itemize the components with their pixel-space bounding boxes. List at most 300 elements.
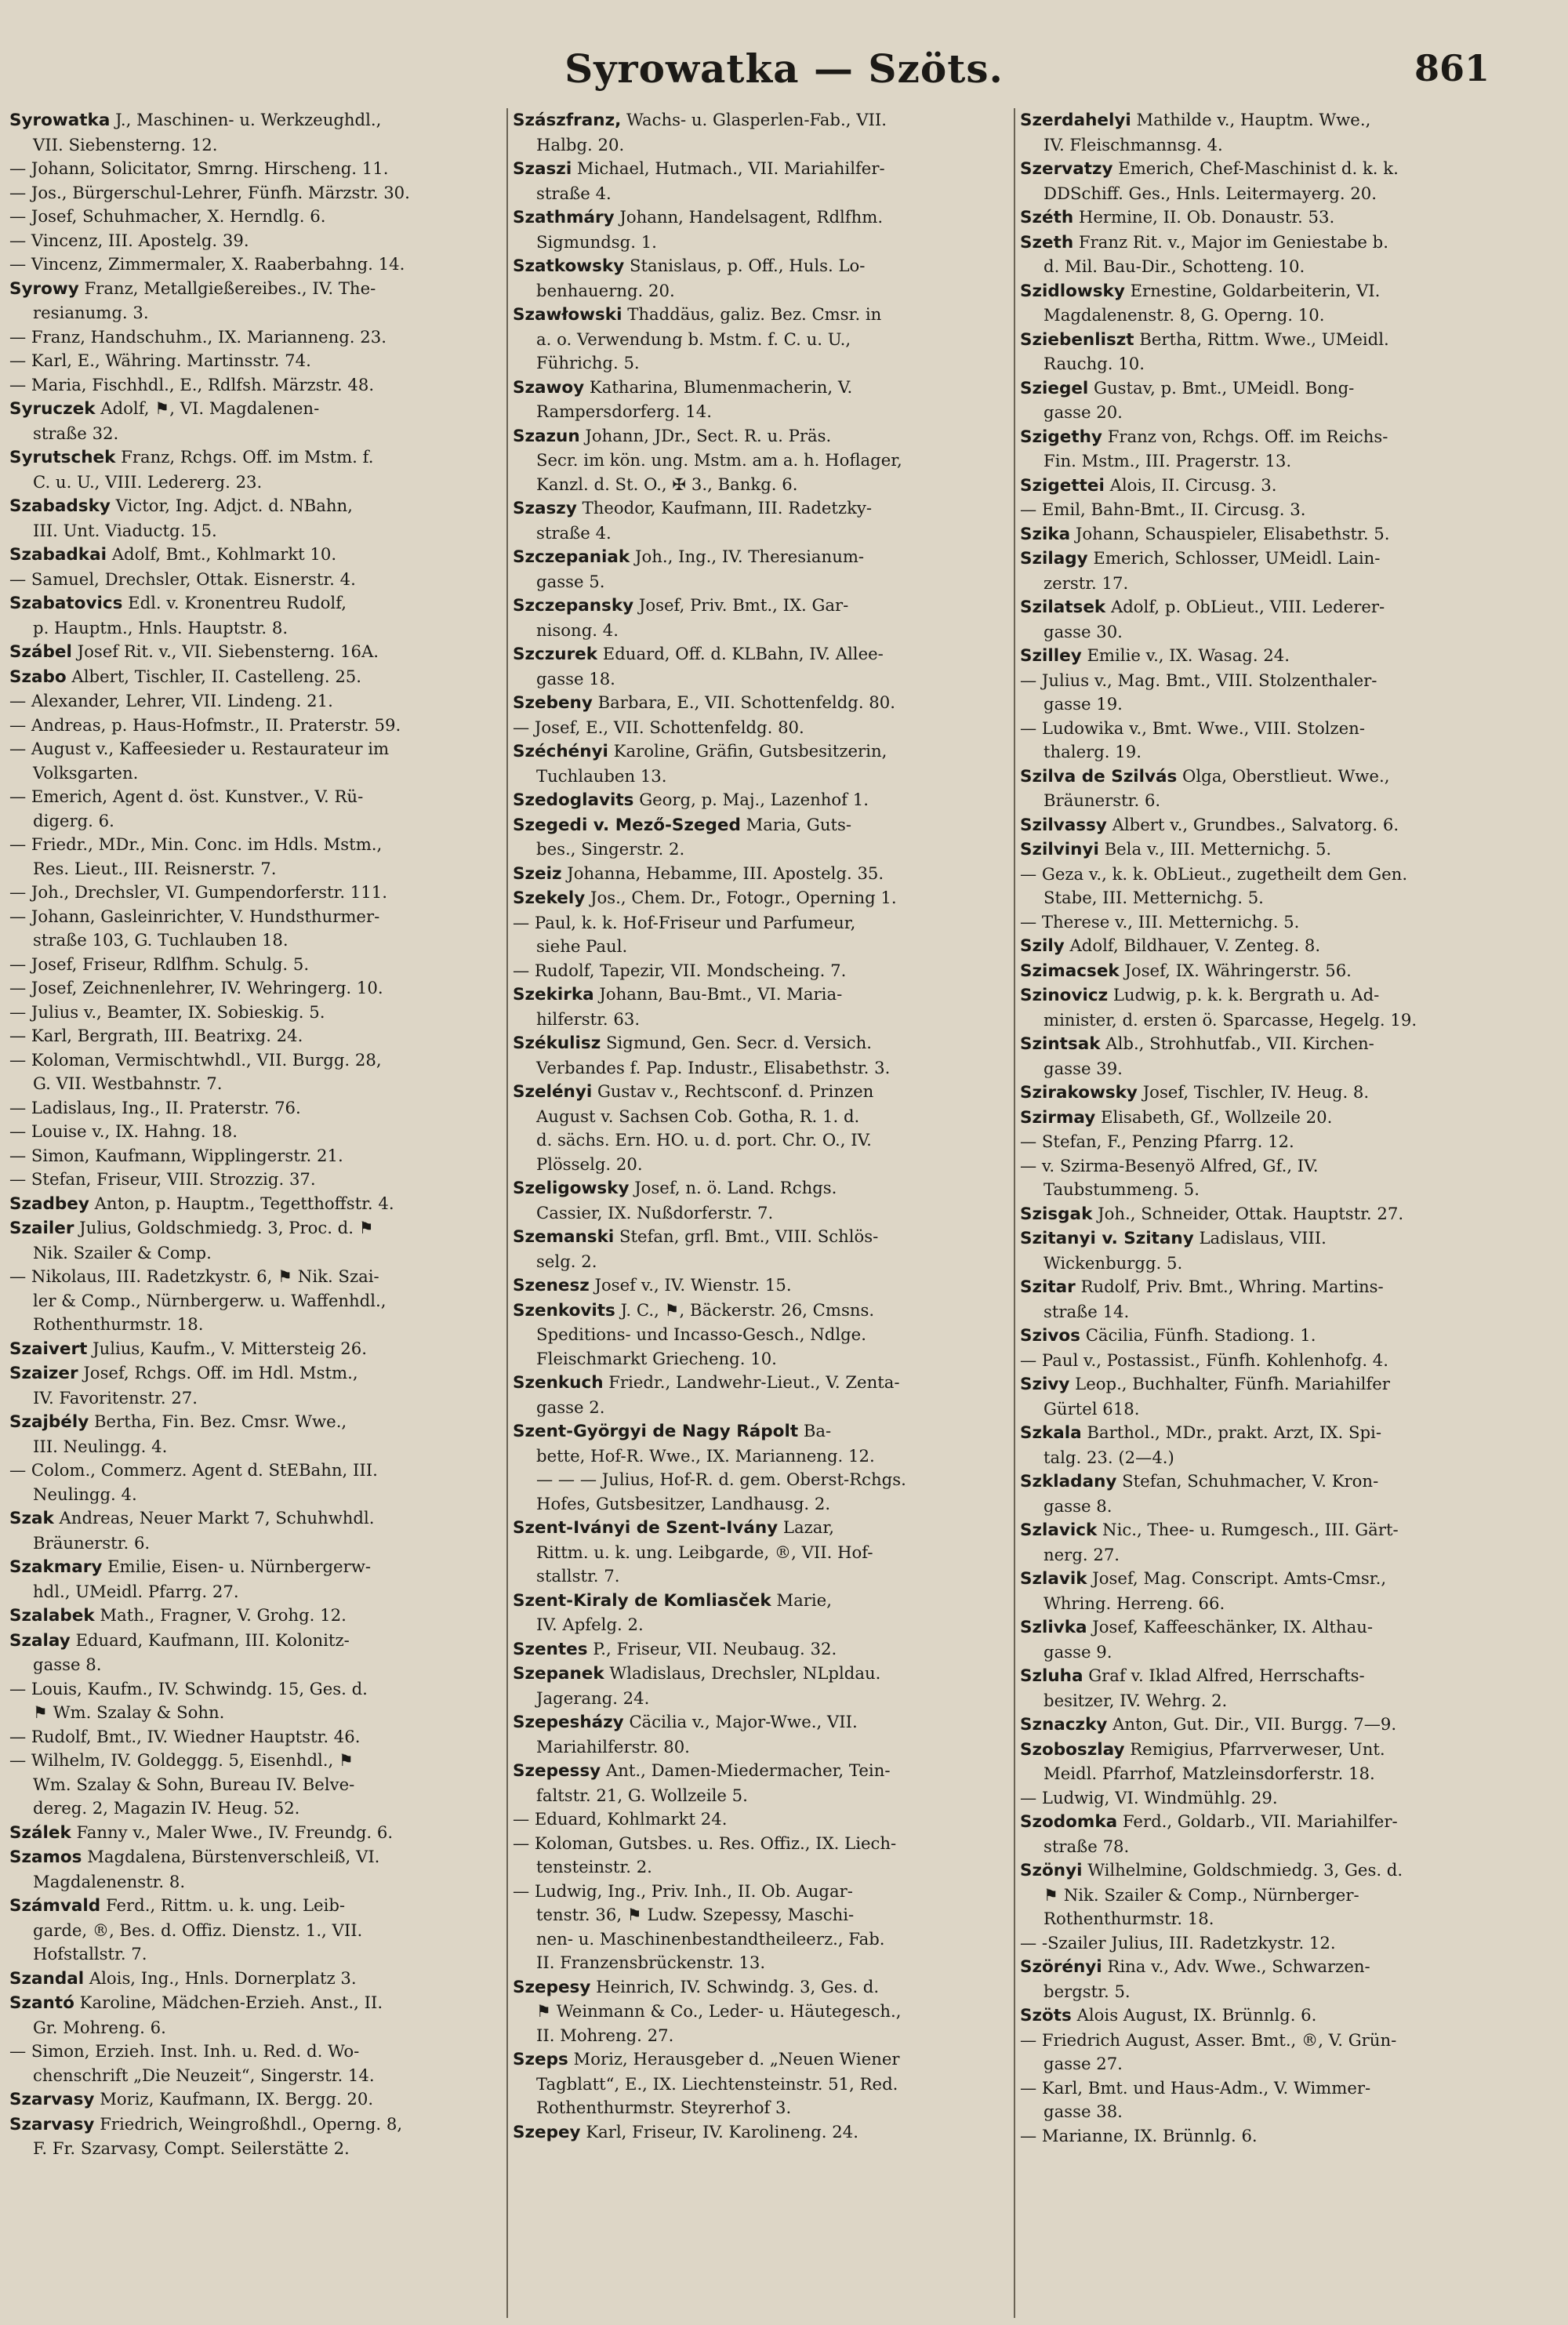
directory-entry [1020, 1907, 1555, 1931]
entry-text: talg. 23. (2—4.) [1044, 1447, 1174, 1467]
entry-text: — Colom., Commerz. Agent d. StEBahn, III. [9, 1460, 378, 1480]
entry-text: Friedrich, Weingroßhdl., Operng. 8, [94, 2113, 403, 2134]
entry-text: Tuchlauben 13. [536, 765, 667, 786]
entry-text: Josef, Kaffeeschänker, IX. Althau- [1087, 1617, 1374, 1637]
entry-text: Barbara, E., VII. Schottenfeldg. 80. [592, 692, 895, 712]
entry-text: Andreas, Neuer Markt 7, Schuhwhdl. [53, 1508, 375, 1528]
directory-entry [9, 301, 502, 325]
entry-text: — Rudolf, Tapezir, VII. Mondscheing. 7. [513, 960, 847, 980]
directory-entry [1020, 1300, 1555, 1324]
directory-entry [513, 1541, 1009, 1565]
directory-entry [513, 1951, 1009, 1975]
entry-text: bergstr. 5. [1044, 1981, 1131, 2001]
directory-entry [513, 1784, 1009, 1808]
entry-text: Führichg. 5. [536, 353, 640, 372]
entry-text: Theodor, Kaufmann, III. Radetzky- [576, 498, 873, 518]
directory-entry [513, 1637, 1009, 1662]
directory-entry [9, 1289, 502, 1313]
entry-text: Ernestine, Goldarbeiterin, VI. [1124, 280, 1381, 300]
directory-entry [513, 1323, 1009, 1347]
directory-entry [513, 400, 1009, 424]
directory-entry [1020, 1810, 1555, 1835]
page-number: 861 [1414, 47, 1490, 89]
directory-entry [9, 108, 502, 133]
directory-entry [513, 231, 1009, 255]
entry-text: Wm. Szalay & Sohn, Bureau IV. Belve- [33, 1774, 355, 1794]
entry-text: Stefan, Schuhmacher, V. Kron- [1116, 1471, 1379, 1491]
entry-text: Johann, JDr., Sect. R. u. Präs. [579, 425, 832, 445]
directory-entry [9, 1386, 502, 1411]
directory-entry [1020, 425, 1555, 450]
entry-text: Stefan, grfl. Bmt., VIII. Schlös- [614, 1226, 879, 1246]
entry-text: Graf v. Iklad Alfred, Herrschafts- [1083, 1666, 1365, 1685]
directory-entry [9, 1845, 502, 1870]
entry-text: Josef v., IV. Wienstr. 15. [589, 1275, 792, 1295]
directory-entry [9, 976, 502, 1001]
directory-entry [513, 1419, 1009, 1444]
entry-text: benhauerng. 20. [536, 280, 675, 300]
directory-entry [1020, 547, 1555, 572]
entry-text: — Johann, Solicitator, Smrng. Hirscheng. 11. [9, 158, 389, 178]
entry-text: Gustav v., Rechtsconf. d. Prinzen [592, 1081, 874, 1101]
directory-entry [1020, 572, 1555, 596]
entry-text: Johann, Schauspieler, Elisabethstr. 5. [1070, 523, 1390, 543]
directory-entry [1020, 1615, 1555, 1640]
entry-text: gasse 8. [1044, 1495, 1112, 1516]
directory-entry [513, 935, 1009, 959]
entry-text: Gustav, p. Bmt., UMeidl. Bong- [1088, 377, 1355, 398]
directory-entry [1020, 2052, 1555, 2076]
directory-entry [513, 1201, 1009, 1226]
directory-entry [9, 1361, 502, 1386]
directory-entry [9, 1313, 502, 1337]
entry-text: tenstr. 36, ⚑ Ludw. Szepessy, Maschi- [536, 1905, 855, 1924]
entry-surname: Szentes [513, 1639, 588, 1659]
directory-entry [1020, 740, 1555, 765]
entry-text: gasse 27. [1044, 2054, 1123, 2073]
directory-entry [513, 983, 1009, 1008]
entry-text: Ladislaus, VIII. [1193, 1228, 1327, 1248]
entry-text: — Vincenz, Zimmermaler, X. Raaberbahng. 14. [9, 254, 405, 274]
directory-entry [513, 545, 1009, 570]
entry-text: Adolf, ⚑, VI. Magdalenen- [95, 398, 320, 418]
directory-entry [9, 2064, 502, 2088]
entry-text: — Emil, Bahn-Bmt., II. Circusg. 3. [1020, 500, 1306, 519]
entry-text: gasse 39. [1044, 1058, 1123, 1078]
entry-text: Emerich, Schlosser, UMeidl. Lain- [1087, 548, 1381, 568]
directory-entry [9, 252, 502, 277]
entry-surname: Szebeny [513, 693, 593, 713]
directory-entry [513, 911, 1009, 935]
entry-surname: Szczepaniak [513, 547, 630, 567]
directory-entry [1020, 1130, 1555, 1154]
directory-entry [1020, 1397, 1555, 1422]
directory-entry [1020, 837, 1555, 863]
directory-entry [1020, 1543, 1555, 1568]
entry-text: Ludwig, p. k. k. Bergrath u. Ad- [1108, 985, 1380, 1004]
directory-entry [9, 2040, 502, 2064]
directory-entry [9, 1024, 502, 1048]
directory-entry [513, 619, 1009, 643]
entry-surname: Szörényi [1020, 1957, 1102, 1977]
entry-text: Joh., Ing., IV. Theresianum- [630, 547, 865, 566]
directory-entry [9, 1459, 502, 1483]
directory-entry [513, 424, 1009, 449]
directory-entry [1020, 1178, 1555, 1202]
entry-surname: Szeth [1020, 232, 1074, 252]
entry-text: Alois, Ing., Hnls. Dornerplatz 3. [84, 1967, 357, 1988]
directory-entry [9, 1773, 502, 1797]
directory-entry [1020, 522, 1555, 547]
entry-text: Friedr., Landwehr-Lieut., V. Zenta- [603, 1372, 900, 1392]
entry-text: Josef Rit. v., VII. Siebensterng. 16A. [71, 641, 379, 661]
entry-text: Mathilde v., Hauptm. Wwe., [1131, 110, 1371, 129]
entry-text: Josef, Rchgs. Off. im Hdl. Mstm., [78, 1363, 358, 1382]
directory-entry [9, 205, 502, 229]
directory-entry [513, 716, 1009, 740]
directory-entry [1020, 863, 1555, 887]
entry-surname: Szeps [513, 2050, 568, 2069]
entry-text: — Josef, E., VII. Schottenfeldg. 80. [513, 717, 804, 737]
entry-text: Albert, Tischler, II. Castelleng. 25. [66, 666, 362, 686]
entry-surname: Szilatsek [1020, 598, 1106, 617]
directory-entry [1020, 279, 1555, 304]
directory-entry [513, 133, 1009, 158]
directory-entry [9, 1216, 502, 1241]
directory-entry [1020, 328, 1555, 353]
entry-text: Emilie v., IX. Wasag. 24. [1081, 645, 1290, 665]
directory-entry [513, 351, 1009, 376]
directory-entry [9, 1942, 502, 1967]
entry-text: — -Szailer Julius, III. Radetzkystr. 12. [1020, 1932, 1336, 1953]
entry-surname: Szaszy [513, 499, 577, 518]
directory-columns [5, 108, 1568, 2318]
directory-entry [9, 519, 502, 543]
entry-text: Katharina, Blumenmacherin, V. [584, 376, 853, 397]
entry-text: siehe Paul. [536, 936, 628, 956]
entry-surname: Szigettei [1020, 475, 1105, 496]
entry-surname: Szintsak [1020, 1034, 1101, 1054]
entry-text: Josef, Mag. Conscript. Amts-Cmsr., [1087, 1568, 1387, 1588]
entry-surname: Szitar [1020, 1277, 1076, 1297]
directory-entry [9, 1725, 502, 1749]
directory-entry [9, 761, 502, 786]
directory-entry [513, 2000, 1009, 2024]
directory-entry [9, 1749, 502, 1773]
directory-entry [1020, 2100, 1555, 2124]
entry-surname: Szawoy [513, 377, 585, 398]
directory-entry [513, 328, 1009, 352]
entry-text: Rauchg. 10. [1044, 354, 1145, 373]
entry-text: — Joh., Drechsler, VI. Gumpendorferstr. 111. [9, 882, 387, 902]
entry-surname: Szamos [9, 1847, 82, 1867]
entry-surname: Szika [1020, 524, 1071, 544]
entry-text: Marie, [771, 1589, 832, 1610]
entry-text: — Nikolaus, III. Radetzkystr. 6, ⚑ Nik. Szai- [9, 1266, 379, 1286]
directory-entry [513, 1128, 1009, 1153]
entry-text: Tagblatt“, E., IX. Liechtensteinstr. 51, Red. [536, 2073, 898, 2094]
directory-entry [1020, 449, 1555, 474]
entry-text: Rothenthurmstr. 18. [33, 1314, 204, 1334]
entry-text: — Ladislaus, Ing., II. Praterstr. 76. [9, 1097, 301, 1117]
directory-entry [9, 445, 502, 470]
entry-text: Ba- [798, 1421, 832, 1440]
entry-text: Neulingg. 4. [33, 1484, 137, 1504]
entry-surname: Szczurek [513, 645, 598, 664]
entry-text: Heinrich, IV. Schwindg. 3, Ges. d. [590, 1976, 880, 1996]
entry-text: Johanna, Hebamme, III. Apostelg. 35. [561, 863, 884, 883]
entry-text: — Marianne, IX. Brünnlg. 6. [1020, 2125, 1258, 2145]
directory-entry [513, 2096, 1009, 2120]
directory-entry [9, 543, 502, 568]
entry-text: — Simon, Erzieh. Inst. Inh. u. Red. d. Wo- [9, 2041, 360, 2061]
entry-surname: Szekirka [513, 985, 594, 1004]
entry-text: ⚑ Wm. Szalay & Sohn. [33, 1702, 225, 1722]
directory-entry [513, 1468, 1009, 1492]
page-header [0, 38, 1568, 108]
entry-text: IV. Fleischmannsg. 4. [1044, 134, 1223, 154]
entry-text: III. Neulingg. 4. [33, 1436, 168, 1456]
entry-surname: Szarvasy [9, 2090, 95, 2109]
entry-surname: Szigethy [1020, 427, 1102, 447]
entry-surname: Szöts [1020, 2006, 1072, 2025]
entry-text: p. Hauptm., Hnls. Hauptstr. 8. [33, 617, 289, 638]
directory-entry [1020, 352, 1555, 376]
entry-text: Sigmundsg. 1. [536, 231, 657, 252]
directory-entry [9, 1192, 502, 1217]
entry-text: — Josef, Zeichnenlehrer, IV. Wehringerg. 10. [9, 978, 383, 997]
entry-surname: Sznaczky [1020, 1715, 1108, 1735]
directory-entry [9, 689, 502, 714]
entry-surname: Szirmay [1020, 1107, 1096, 1128]
directory-entry [513, 1807, 1009, 1832]
directory-entry [1020, 1713, 1555, 1738]
entry-text: Stanislaus, p. Off., Huls. Lo- [624, 256, 866, 275]
entry-text: nisong. 4. [536, 619, 619, 640]
entry-surname: Szabatovics [9, 594, 123, 613]
directory-entry [513, 1880, 1009, 1904]
entry-text: digerg. 6. [33, 810, 114, 830]
directory-entry [513, 886, 1009, 911]
directory-entry [513, 205, 1009, 231]
entry-text: Hofes, Gutsbesitzer, Landhausg. 2. [536, 1493, 831, 1513]
directory-entry [9, 640, 502, 665]
directory-entry [9, 568, 502, 592]
entry-surname: Szemanski [513, 1227, 615, 1247]
directory-entry [513, 1299, 1009, 1324]
entry-text: Magdalenenstr. 8, G. Operng. 10. [1044, 305, 1325, 325]
column-2 [506, 108, 1014, 2318]
entry-surname: Szedoglavits [513, 790, 634, 810]
entry-text: minister, d. ersten ö. Sparcasse, Hegelg. 19. [1044, 1009, 1417, 1030]
entry-text: selg. 2. [536, 1251, 597, 1271]
entry-text: — Johann, Gasleinrichter, V. Hundsthurmer- [9, 906, 380, 926]
directory-entry [513, 691, 1009, 716]
directory-entry [9, 1701, 502, 1725]
entry-text: J. C., ⚑, Bäckerstr. 26, Cmsns. [615, 1299, 875, 1320]
directory-entry [513, 1564, 1009, 1589]
entry-text: Rothenthurmstr. Steyrerhof 3. [536, 2098, 792, 2117]
entry-text: Taubstummeng. 5. [1044, 1179, 1200, 1199]
entry-text: gasse 18. [536, 668, 615, 688]
entry-surname: Szepey [513, 2122, 581, 2142]
directory-entry [1020, 813, 1555, 838]
entry-surname: Szatkowsky [513, 256, 625, 276]
directory-entry [9, 1048, 502, 1073]
entry-text: Volksgarten. [33, 762, 139, 783]
entry-text: besitzer, IV. Wehrg. 2. [1044, 1690, 1228, 1710]
entry-text: ⚑ Nik. Szailer & Comp., Nürnberger- [1044, 1884, 1359, 1905]
directory-entry [9, 2112, 502, 2138]
entry-text: Ferd., Goldarb., VII. Mariahilfer- [1117, 1811, 1398, 1831]
directory-entry [1020, 2003, 1555, 2029]
entry-text: Josef, Priv. Bmt., IX. Gar- [633, 595, 849, 615]
entry-surname: Szazun [513, 426, 580, 446]
entry-text: Halbg. 20. [536, 134, 625, 154]
entry-surname: Szlivka [1020, 1618, 1087, 1637]
entry-text: DDSchiff. Ges., Hnls. Leitermayerg. 20. [1044, 183, 1377, 203]
directory-entry [513, 1662, 1009, 1687]
entry-text: Bela v., III. Metternichg. 5. [1098, 839, 1332, 859]
entry-text: — Therese v., III. Metternichg. 5. [1020, 911, 1300, 932]
entry-surname: Szkala [1020, 1423, 1082, 1443]
entry-surname: Szathmáry [513, 208, 615, 227]
directory-entry [1020, 1884, 1555, 1908]
directory-entry [1020, 1664, 1555, 1689]
directory-entry [9, 2137, 502, 2161]
entry-text: Victor, Ing. Adjct. d. NBahn, [110, 496, 353, 515]
entry-surname: Szivos [1020, 1326, 1080, 1346]
entry-surname: Szinovicz [1020, 986, 1109, 1005]
entry-text: straße 4. [536, 183, 612, 203]
directory-entry [9, 665, 502, 690]
entry-text: — Friedrich August, Asser. Bmt., ®, V. Grün- [1020, 2029, 1397, 2050]
entry-text: nen- u. Maschinenbestandtheileerz., Fab. [536, 1928, 885, 1949]
directory-entry [1020, 1226, 1555, 1252]
entry-surname: Szkladany [1020, 1472, 1117, 1491]
directory-entry [9, 181, 502, 205]
directory-entry [513, 1250, 1009, 1274]
directory-entry [1020, 1106, 1555, 1131]
directory-entry [1020, 1858, 1555, 1884]
entry-text: P., Friseur, VII. Neubaug. 32. [587, 1638, 837, 1658]
directory-entry [9, 616, 502, 641]
entry-text: d. sächs. Ern. HO. u. d. port. Chr. O., IV. [536, 1130, 872, 1150]
directory-entry [9, 325, 502, 350]
directory-entry [9, 1555, 502, 1580]
entry-surname: Széth [1020, 208, 1074, 227]
directory-entry [513, 1225, 1009, 1250]
entry-text: Maria, Guts- [740, 814, 852, 834]
entry-text: Remigius, Pfarrverweser, Unt. [1124, 1738, 1385, 1759]
directory-entry [9, 1168, 502, 1192]
entry-text: Bertha, Rittm. Wwe., UMeidl. [1134, 329, 1389, 349]
directory-entry [9, 1653, 502, 1677]
entry-text: Karl, Friseur, IV. Karolineng. 24. [580, 2121, 858, 2142]
directory-entry [1020, 498, 1555, 522]
directory-entry [1020, 255, 1555, 279]
entry-text: dereg. 2, Magazin IV. Heug. 52. [33, 1798, 300, 1818]
entry-surname: Szilva de Szilvás [1020, 766, 1178, 787]
entry-text: stallstr. 7. [536, 1566, 620, 1586]
directory-entry [513, 570, 1009, 594]
directory-entry [9, 373, 502, 398]
entry-text: Adolf, Bmt., Kohlmarkt 10. [106, 544, 337, 564]
entry-text: Moriz, Herausgeber d. „Neuen Wiener [568, 2049, 900, 2069]
entry-surname: Szailer [9, 1219, 74, 1238]
directory-entry [1020, 669, 1555, 693]
entry-surname: Székulisz [513, 1034, 601, 1053]
directory-entry [9, 1001, 502, 1025]
entry-text: Bertha, Fin. Bez. Cmsr. Wwe., [89, 1411, 347, 1431]
entry-text: — Andreas, p. Haus-Hofmstr., II. Praterstr. 59. [9, 714, 401, 735]
entry-surname: Szepesházy [513, 1713, 624, 1732]
entry-text: Emerich, Chef-Maschinist d. k. k. [1112, 158, 1399, 178]
entry-surname: Szegedi v. Mező-Szeged [513, 815, 741, 835]
entry-text: — Karl, Bergrath, III. Beatrixg. 24. [9, 1026, 303, 1045]
directory-entry [1020, 765, 1555, 790]
entry-text: Leop., Buchhalter, Fünfh. Mariahilfer [1069, 1374, 1390, 1393]
directory-entry [513, 2024, 1009, 2048]
entry-text: II. Mohreng. 27. [536, 2025, 674, 2045]
entry-text: — Jos., Bürgerschul-Lehrer, Fünfh. Märzstr. 30. [9, 182, 410, 202]
entry-surname: Szepesy [513, 1977, 591, 1997]
entry-surname: Szimacsek [1020, 961, 1120, 981]
entry-text: — Josef, Schuhmacher, X. Herndlg. 6. [9, 206, 326, 226]
entry-text: resianumg. 3. [33, 303, 149, 322]
entry-surname: Szeligowsky [513, 1179, 630, 1198]
entry-surname: Szisgak [1020, 1204, 1093, 1224]
entry-text: Thaddäus, galiz. Bez. Cmsr. in [622, 304, 882, 324]
entry-text: Bräunerstr. 6. [1044, 790, 1161, 810]
directory-entry [1020, 474, 1555, 499]
directory-entry [1020, 376, 1555, 401]
entry-text: bes., Singerstr. 2. [536, 839, 685, 859]
entry-text: Cäcilia, Fünfh. Stadiong. 1. [1080, 1325, 1316, 1345]
entry-text: straße 32. [33, 423, 119, 443]
entry-text: Rina v., Adv. Wwe., Schwarzen- [1102, 1956, 1370, 1976]
directory-entry [513, 1176, 1009, 1201]
entry-text: Wladislaus, Drechsler, NLpldau. [604, 1663, 881, 1683]
entry-surname: Szabadsky [9, 496, 111, 516]
directory-entry [513, 279, 1009, 303]
entry-surname: Syrowy [9, 278, 79, 299]
directory-entry [1020, 1469, 1555, 1495]
entry-text: IV. Favoritenstr. 27. [33, 1387, 198, 1408]
directory-entry [9, 953, 502, 977]
directory-entry [1020, 1955, 1555, 1980]
entry-text: Wachs- u. Glasperlen-Fab., VII. [621, 110, 887, 129]
directory-entry [1020, 692, 1555, 717]
entry-text: Barthol., MDr., prakt. Arzt, IX. Spi- [1081, 1422, 1381, 1442]
entry-text: — Franz, Handschuhm., IX. Marianneng. 23. [9, 326, 387, 347]
directory-entry [9, 349, 502, 373]
directory-entry [513, 1903, 1009, 1927]
entry-text: Edl. v. Kronentreu Rudolf, [122, 593, 347, 612]
entry-surname: Szilley [1020, 646, 1082, 666]
entry-text: Emilie, Eisen- u. Nürnbergerw- [102, 1557, 371, 1576]
directory-entry [513, 813, 1009, 838]
entry-text: Karoline, Mädchen-Erzieh. Anst., II. [74, 1993, 383, 2012]
entry-text: Speditions- und Incasso-Gesch., Ndlge. [536, 1324, 866, 1344]
directory-entry [513, 1056, 1009, 1081]
entry-text: Ant., Damen-Miedermacher, Tein- [601, 1760, 891, 1780]
entry-text: Moriz, Kaufmann, IX. Bergg. 20. [94, 2089, 374, 2109]
entry-text: Nic., Thee- u. Rumgesch., III. Gärt- [1097, 1520, 1399, 1539]
entry-surname: Szaizer [9, 1364, 78, 1383]
directory-entry [513, 862, 1009, 887]
entry-text: — Karl, E., Währing. Martinsstr. 74. [9, 351, 311, 370]
